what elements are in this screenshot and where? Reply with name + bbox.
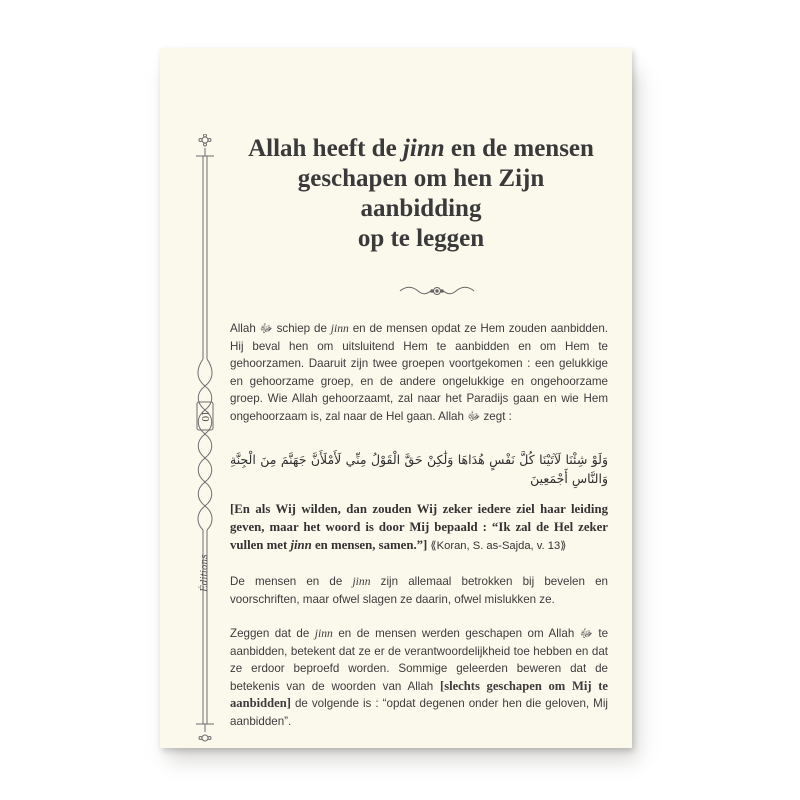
arabic-verse: وَلَوْ شِئْنَا لَآتَيْنَا كُلَّ نَفْسٍ هُدَاهَا وَلَٰكِنْ حَقَّ الْقَوْلُ مِنِّي لَأَمْلَأَنَّ جَهَنَّمَ مِنَ الْجِنَّةِ وَالنَّاسِ أَجْمَعِينَ bbox=[230, 452, 608, 486]
italic-term: jinn bbox=[352, 575, 371, 588]
title-line3: op te leggen bbox=[357, 225, 485, 252]
text-run: [En als Wij wilden, dan zouden Wij zeker iedere ziel haar leiding geven, maar het woord is door Mij bepaald : “Ik zal de Hel zeker vullen met bbox=[230, 502, 608, 552]
italic-term: jinn bbox=[330, 322, 349, 335]
border-ornament bbox=[194, 134, 216, 744]
italic-term: jinn bbox=[290, 538, 312, 552]
title-line2: geschapen om hen Zijn aanbidding bbox=[297, 165, 545, 222]
text-run: Zeggen dat de bbox=[230, 627, 315, 640]
publisher-logo: Éditions bbox=[200, 554, 210, 592]
quran-reference: ⟪Koran, S. as-Sajda, v. 13⟫ bbox=[427, 540, 567, 552]
title-line1-pre: Allah heeft de bbox=[248, 135, 403, 162]
title-divider-ornament bbox=[398, 284, 476, 296]
paragraph-intro bbox=[230, 320, 608, 425]
text-run: zijn allemaal betrokken bij bevelen en voorschriften, maar ofwel slagen ze daarin, ofwel mislukken ze. bbox=[230, 575, 608, 606]
text-run: en de mensen werden geschapen om Allah ﷻ te aanbidden, betekent dat ze er de verantwoordelijkheid toe hebben en dat ze erdoor beproefd worden. Sommige geleerden beweren dat de betekenis van de woorden van Allah bbox=[230, 627, 609, 693]
paragraph-worship-meaning bbox=[230, 625, 608, 730]
title-italic-jinn: jinn bbox=[402, 135, 445, 162]
verse-translation bbox=[230, 500, 608, 555]
page-title bbox=[236, 134, 606, 254]
paragraph-obligations bbox=[230, 573, 608, 608]
text-run: De mensen en de bbox=[230, 575, 353, 588]
text-run: Allah ﷻ schiep de bbox=[230, 322, 331, 335]
text-run: en de mensen opdat ze Hem zouden aanbidden. Hij beval hen om uitsluitend Hem te aanbidden en om Hem te gehoorzamen. Daaruit zijn twee groepen voortgekomen : een gelukkige en gehoorzame groep, en de andere ongelukkige en ongehoorzame groep. Wie Allah gehoorzaamt, zal naar het Paradijs gaan en wie Hem ongehoorzaam is, zal naar de Hel gaan. Allah ﷻ zegt : bbox=[230, 322, 608, 423]
page-number: 10 bbox=[199, 410, 211, 422]
title-line1-post: en de mensen bbox=[444, 135, 594, 162]
text-run: de volgende is : “opdat degenen onder hen die geloven, Mij aanbidden”. bbox=[230, 697, 608, 728]
quoted-verse-bold: [slechts geschapen om Mij te aanbidden] bbox=[230, 678, 608, 710]
text-run: en mensen, samen.”] bbox=[311, 538, 428, 552]
book-page bbox=[160, 48, 632, 748]
italic-term: jinn bbox=[314, 627, 333, 640]
